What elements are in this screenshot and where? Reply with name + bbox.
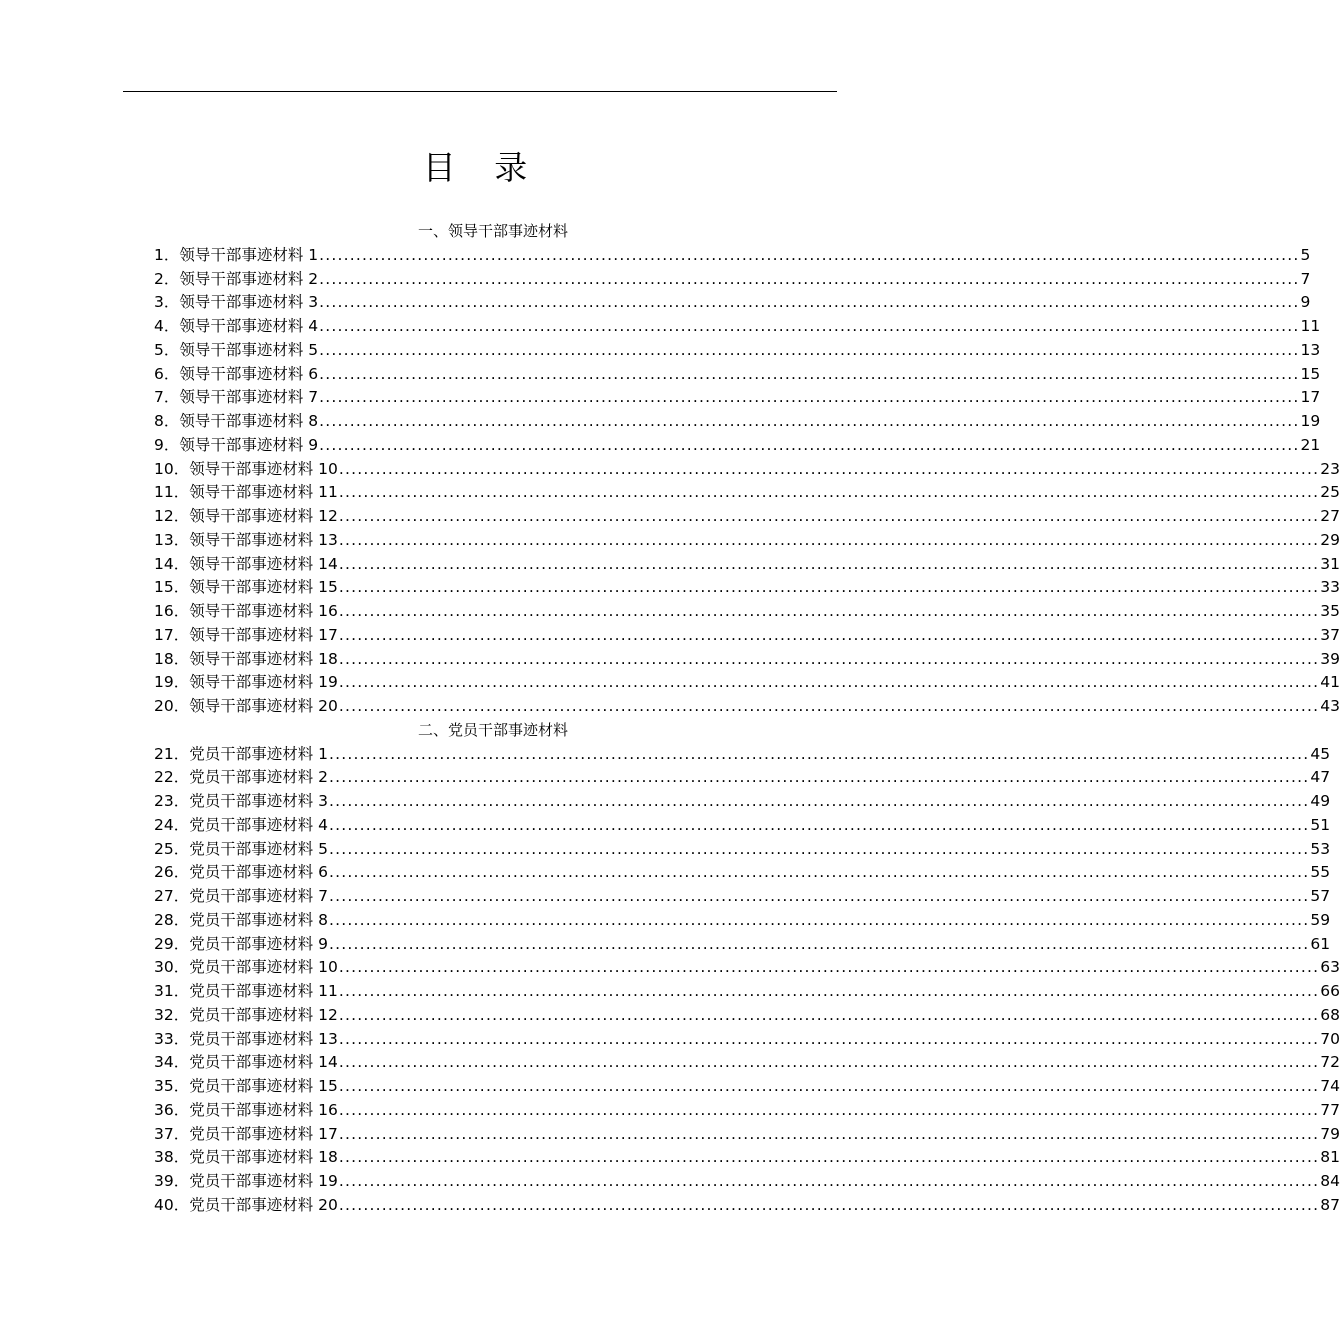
toc-dot-leader: ................................................................................................................................................................ (338, 578, 1320, 597)
toc-entry-title: 党员干部事迹材料 5 (189, 839, 329, 858)
toc-entry-page-number: 72 (1320, 1053, 1340, 1072)
toc-entry-page-number: 15 (1300, 364, 1321, 383)
toc-dot-leader: ................................................................................................................................................................ (329, 768, 1310, 787)
toc-entry-title: 领导干部事迹材料 7 (179, 388, 319, 407)
toc-entry-number: 36． (154, 1100, 190, 1119)
toc-dot-leader: ................................................................................................................................................................ (338, 483, 1320, 502)
toc-entry[interactable] (154, 671, 1340, 695)
toc-entry-page-number: 31 (1320, 554, 1340, 573)
toc-entry-title: 党员干部事迹材料 9 (189, 934, 329, 953)
toc-entry-page-number: 77 (1320, 1100, 1340, 1119)
toc-dot-leader: ................................................................................................................................................................ (338, 958, 1320, 977)
toc-dot-leader: ................................................................................................................................................................ (319, 317, 1300, 335)
toc-entry-page-number: 61 (1310, 934, 1331, 953)
toc-entry-number: 4． (154, 317, 180, 335)
toc-entry[interactable] (154, 790, 1331, 814)
toc-entry-page-number: 35 (1320, 602, 1340, 620)
toc-entry-number: 40． (154, 1195, 190, 1214)
toc-dot-leader: ................................................................................................................................................................ (329, 910, 1310, 929)
toc-entry-number: 23． (154, 792, 190, 810)
toc-entry[interactable] (154, 933, 1331, 957)
toc-dot-leader: ................................................................................................................................................................ (338, 1148, 1320, 1167)
toc-dot-leader: ................................................................................................................................................................ (338, 1029, 1320, 1048)
toc-entry-title: 领导干部事迹材料 10 (189, 459, 338, 478)
toc-entry-title: 党员干部事迹材料 13 (189, 1029, 338, 1048)
toc-dot-leader: ................................................................................................................................................................ (329, 792, 1310, 810)
toc-entry-title: 领导干部事迹材料 13 (189, 530, 338, 549)
toc-dot-leader: ................................................................................................................................................................ (338, 1172, 1320, 1190)
toc-entry-title: 党员干部事迹材料 8 (189, 910, 329, 929)
toc-entry-number: 6． (154, 364, 180, 383)
toc-entry-number: 35． (154, 1077, 190, 1095)
toc-entry-title: 党员干部事迹材料 16 (189, 1100, 338, 1119)
toc-section-heading: 一、领导干部事迹材料 (417, 222, 568, 240)
toc-entry-page-number: 9 (1300, 293, 1311, 312)
toc-entry-number: 28． (154, 910, 190, 929)
toc-dot-leader: ................................................................................................................................................................ (338, 1077, 1320, 1095)
toc-entry[interactable] (154, 1170, 1340, 1194)
toc-entry-page-number: 33 (1320, 578, 1340, 597)
toc-entry-page-number: 7 (1300, 269, 1311, 288)
toc-entry-page-number: 5 (1300, 245, 1311, 264)
toc-entry[interactable] (154, 1146, 1340, 1170)
toc-entry-number: 2． (154, 269, 180, 288)
toc-entry-page-number: 74 (1320, 1077, 1340, 1095)
toc-dot-leader: ................................................................................................................................................................ (338, 530, 1320, 549)
toc-dot-leader: ................................................................................................................................................................ (329, 887, 1310, 905)
toc-entry-number: 21． (154, 744, 190, 763)
toc-entry-number: 30． (154, 958, 190, 977)
toc-dot-leader: ................................................................................................................................................................ (338, 697, 1320, 715)
toc-entry[interactable] (154, 624, 1340, 648)
toc-dot-leader: ................................................................................................................................................................ (338, 1100, 1320, 1119)
toc-entry-number: 29． (154, 934, 190, 953)
toc-entry[interactable] (154, 648, 1340, 672)
toc-entry-number: 33． (154, 1029, 190, 1048)
toc-entry-page-number: 29 (1320, 530, 1340, 549)
toc-entry[interactable] (154, 529, 1340, 553)
toc-dot-leader: ................................................................................................................................................................ (338, 625, 1320, 644)
toc-entry-number: 7． (154, 388, 180, 407)
toc-entry-number: 31． (154, 982, 190, 1000)
toc-entry-title: 党员干部事迹材料 10 (189, 958, 338, 977)
toc-entry-page-number: 45 (1310, 744, 1331, 763)
toc-dot-leader: ................................................................................................................................................................ (329, 934, 1310, 953)
toc-dot-leader: ................................................................................................................................................................ (338, 554, 1320, 573)
toc-dot-leader: ................................................................................................................................................................ (329, 744, 1310, 763)
toc-entry-title: 领导干部事迹材料 1 (179, 245, 319, 264)
toc-dot-leader: ................................................................................................................................................................ (338, 673, 1320, 692)
toc-entry-title: 党员干部事迹材料 11 (189, 982, 338, 1000)
toc-entry[interactable] (154, 1051, 1340, 1075)
toc-entry-title: 领导干部事迹材料 6 (179, 364, 319, 383)
toc-entry[interactable] (154, 743, 1331, 767)
toc-entry-title: 领导干部事迹材料 15 (189, 578, 338, 597)
toc-entry-number: 34． (154, 1053, 190, 1072)
toc-dot-leader: ................................................................................................................................................................ (329, 815, 1310, 834)
toc-entry-number: 1． (154, 245, 180, 264)
toc-entry[interactable] (154, 766, 1331, 790)
toc-dot-leader: ................................................................................................................................................................ (338, 1005, 1320, 1024)
toc-entry-page-number: 37 (1320, 625, 1340, 644)
toc-entry[interactable] (154, 1075, 1340, 1099)
toc-dot-leader: ................................................................................................................................................................ (338, 649, 1320, 668)
toc-entry-title: 党员干部事迹材料 4 (189, 815, 329, 834)
toc-dot-leader: ................................................................................................................................................................ (338, 1195, 1320, 1214)
toc-entry-number: 22． (154, 768, 190, 787)
toc-dot-leader: ................................................................................................................................................................ (338, 1124, 1320, 1143)
toc-entry[interactable] (154, 600, 1340, 624)
toc-entry-number: 11． (154, 483, 190, 502)
toc-entry-title: 党员干部事迹材料 3 (189, 792, 329, 810)
toc-dot-leader: ................................................................................................................................................................ (319, 269, 1300, 288)
toc-entry-title: 党员干部事迹材料 7 (189, 887, 329, 905)
toc-dot-leader: ................................................................................................................................................................ (319, 245, 1300, 264)
toc-entry[interactable] (154, 980, 1340, 1004)
toc-entry-number: 27． (154, 887, 190, 905)
toc-entry[interactable] (154, 861, 1331, 885)
toc-dot-leader: ................................................................................................................................................................ (319, 293, 1300, 312)
toc-entry-title: 领导干部事迹材料 20 (189, 697, 338, 715)
toc-entry-number: 5． (154, 340, 180, 359)
toc-dot-leader: ................................................................................................................................................................ (329, 839, 1310, 858)
toc-entry-number: 19． (154, 673, 190, 692)
toc-entry-number: 20． (154, 697, 190, 715)
toc-entry-number: 3． (154, 293, 180, 312)
toc-entry-number: 14． (154, 554, 190, 573)
toc-dot-leader: ................................................................................................................................................................ (338, 602, 1320, 620)
toc-entry-number: 38． (154, 1148, 190, 1167)
toc-entry-page-number: 63 (1320, 958, 1340, 977)
toc-entry-number: 13． (154, 530, 190, 549)
toc-entry-title: 党员干部事迹材料 18 (189, 1148, 338, 1167)
toc-dot-leader: ................................................................................................................................................................ (338, 982, 1320, 1000)
toc-entry-title: 领导干部事迹材料 19 (189, 673, 338, 692)
toc-entry-number: 32． (154, 1005, 190, 1024)
toc-entry-page-number: 49 (1310, 792, 1331, 810)
toc-entry-title: 党员干部事迹材料 17 (189, 1124, 338, 1143)
toc-entry-page-number: 51 (1310, 815, 1331, 834)
toc-entry-title: 党员干部事迹材料 20 (189, 1195, 338, 1214)
toc-entry[interactable] (154, 291, 1311, 315)
toc-entry-title: 党员干部事迹材料 12 (189, 1005, 338, 1024)
toc-entry-title: 领导干部事迹材料 11 (189, 483, 338, 502)
toc-entry-page-number: 66 (1320, 982, 1340, 1000)
toc-entry-page-number: 11 (1300, 317, 1321, 335)
toc-dot-leader: ................................................................................................................................................................ (319, 388, 1300, 407)
toc-dot-leader: ................................................................................................................................................................ (319, 435, 1300, 454)
toc-section-heading: 二、党员干部事迹材料 (417, 720, 568, 739)
toc-entry[interactable] (154, 458, 1340, 482)
toc-entry-page-number: 39 (1320, 649, 1340, 668)
toc-entry-page-number: 59 (1310, 910, 1331, 929)
toc-entry-page-number: 25 (1320, 483, 1340, 502)
toc-entry-title: 领导干部事迹材料 14 (189, 554, 338, 573)
toc-entry-number: 37． (154, 1124, 190, 1143)
toc-entry[interactable] (154, 838, 1331, 862)
toc-entry-page-number: 43 (1320, 697, 1340, 715)
toc-entry[interactable] (154, 695, 1340, 719)
toc-entry-title: 党员干部事迹材料 2 (189, 768, 329, 787)
toc-entry[interactable] (154, 339, 1321, 363)
toc-entry-page-number: 19 (1300, 412, 1321, 430)
toc-entry[interactable] (154, 386, 1321, 410)
toc-entry[interactable] (154, 1123, 1340, 1147)
toc-entry-page-number: 84 (1320, 1172, 1340, 1190)
toc-entry-page-number: 55 (1310, 863, 1331, 882)
toc-entry-page-number: 23 (1320, 459, 1340, 478)
toc-entry-title: 党员干部事迹材料 19 (189, 1172, 338, 1190)
table-of-contents (154, 220, 1340, 1218)
toc-dot-leader: ................................................................................................................................................................ (319, 340, 1300, 359)
toc-entry-number: 8． (154, 412, 180, 430)
toc-entry-page-number: 57 (1310, 887, 1331, 905)
toc-entry[interactable] (154, 363, 1321, 387)
toc-entry[interactable] (154, 576, 1340, 600)
toc-entry-page-number: 79 (1320, 1124, 1340, 1143)
toc-entry-number: 25． (154, 839, 190, 858)
toc-entry-number: 10． (154, 459, 190, 478)
toc-entry-page-number: 70 (1320, 1029, 1340, 1048)
toc-entry[interactable] (154, 956, 1340, 980)
toc-entry[interactable] (154, 315, 1321, 339)
toc-entry-title: 领导干部事迹材料 16 (189, 602, 338, 620)
toc-entry-title: 领导干部事迹材料 4 (179, 317, 319, 335)
toc-entry-number: 12． (154, 507, 190, 525)
toc-dot-leader: ................................................................................................................................................................ (319, 364, 1300, 383)
toc-entry-page-number: 13 (1300, 340, 1321, 359)
toc-entry[interactable] (154, 909, 1331, 933)
toc-entry-page-number: 68 (1320, 1005, 1340, 1024)
toc-entry[interactable] (154, 814, 1331, 838)
toc-entry[interactable] (154, 1028, 1340, 1052)
toc-entry-title: 领导干部事迹材料 12 (189, 507, 338, 525)
toc-entry-number: 24． (154, 815, 190, 834)
toc-dot-leader: ................................................................................................................................................................ (338, 507, 1320, 525)
toc-entry-title: 领导干部事迹材料 2 (179, 269, 319, 288)
toc-entry[interactable] (154, 268, 1311, 292)
toc-entry-title: 领导干部事迹材料 9 (179, 435, 319, 454)
toc-entry-number: 15． (154, 578, 190, 597)
toc-entry-number: 9． (154, 435, 180, 454)
toc-entry-page-number: 27 (1320, 507, 1340, 525)
toc-entry-title: 党员干部事迹材料 14 (189, 1053, 338, 1072)
toc-entry[interactable] (154, 885, 1331, 909)
toc-entry-title: 领导干部事迹材料 17 (189, 625, 338, 644)
toc-entry[interactable] (154, 1194, 1340, 1218)
toc-dot-leader: ................................................................................................................................................................ (329, 863, 1310, 882)
toc-entry-page-number: 17 (1300, 388, 1321, 407)
toc-entry-page-number: 81 (1320, 1148, 1340, 1167)
toc-entry[interactable] (154, 244, 1311, 268)
toc-entry[interactable] (154, 481, 1340, 505)
toc-dot-leader: ................................................................................................................................................................ (319, 412, 1300, 430)
toc-entry[interactable] (154, 1004, 1340, 1028)
toc-entry-page-number: 47 (1310, 768, 1331, 787)
toc-entry-page-number: 87 (1320, 1195, 1340, 1214)
toc-entry-number: 18． (154, 649, 190, 668)
toc-entry-page-number: 53 (1310, 839, 1331, 858)
toc-entry-title: 党员干部事迹材料 6 (189, 863, 329, 882)
toc-entry-title: 党员干部事迹材料 15 (189, 1077, 338, 1095)
toc-dot-leader: ................................................................................................................................................................ (338, 1053, 1320, 1072)
toc-entry[interactable] (154, 505, 1340, 529)
page-title: 目 录 (422, 148, 542, 187)
toc-entry-number: 17． (154, 625, 190, 644)
toc-entry[interactable] (154, 410, 1321, 434)
header-rule (123, 91, 837, 92)
toc-dot-leader: ................................................................................................................................................................ (338, 459, 1320, 478)
toc-entry[interactable] (154, 1099, 1340, 1123)
toc-entry-number: 39． (154, 1172, 190, 1190)
toc-entry-page-number: 21 (1300, 435, 1321, 454)
toc-entry-title: 领导干部事迹材料 3 (179, 293, 319, 312)
toc-entry[interactable] (154, 553, 1340, 577)
toc-entry-title: 党员干部事迹材料 1 (189, 744, 329, 763)
toc-entry-number: 26． (154, 863, 190, 882)
toc-entry-number: 16． (154, 602, 190, 620)
toc-entry[interactable] (154, 434, 1321, 458)
toc-entry-title: 领导干部事迹材料 18 (189, 649, 338, 668)
toc-entry-title: 领导干部事迹材料 5 (179, 340, 319, 359)
toc-entry-page-number: 41 (1320, 673, 1340, 692)
toc-entry-title: 领导干部事迹材料 8 (179, 412, 319, 430)
